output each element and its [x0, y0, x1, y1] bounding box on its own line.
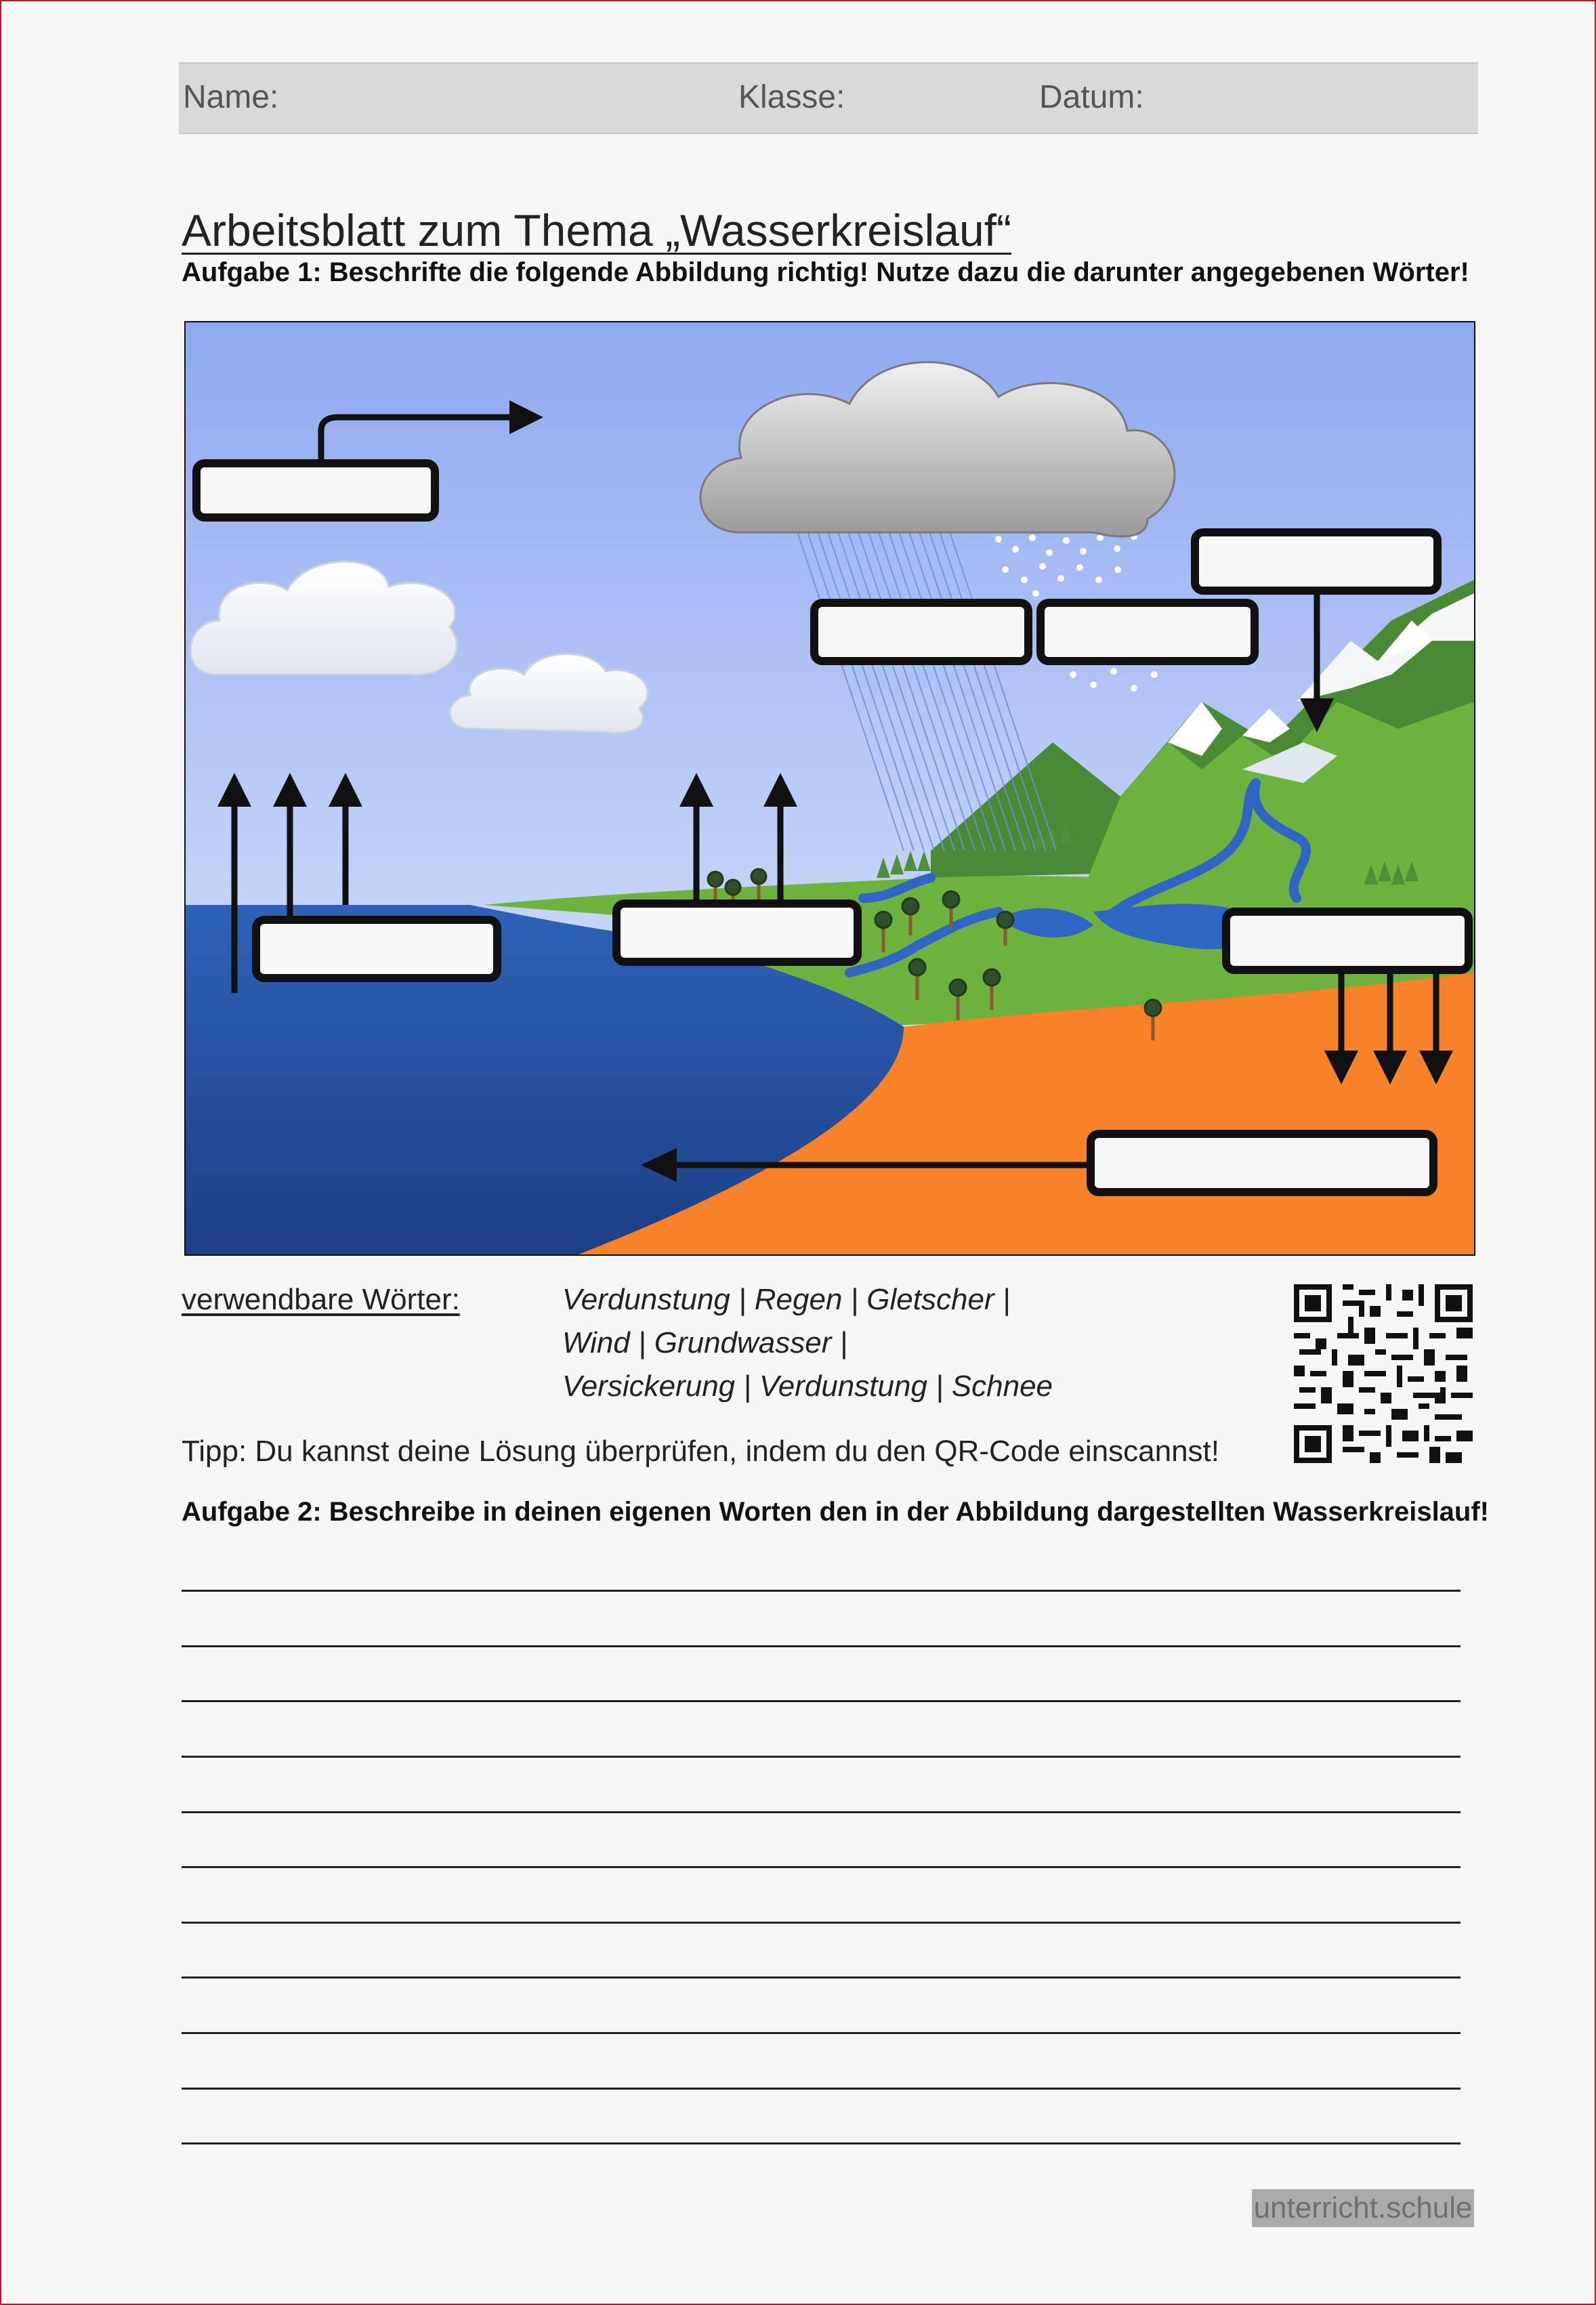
label-box-glacier	[1195, 532, 1437, 591]
label-box-evaporation-sea	[256, 920, 497, 978]
word-list-line-2: Wind | Grundwasser |	[562, 1326, 848, 1359]
label-box-snow	[1041, 603, 1255, 661]
date-label: Datum:	[1039, 79, 1144, 115]
words-label: verwendbare Wörter:	[182, 1283, 460, 1316]
answer-line[interactable]	[182, 2142, 1461, 2144]
answer-line[interactable]	[182, 1645, 1461, 1647]
class-label: Klasse:	[738, 79, 845, 115]
label-box-seepage	[1226, 912, 1469, 970]
name-label: Name:	[183, 79, 279, 115]
brand-watermark: unterricht.schule	[1252, 2189, 1474, 2227]
answer-line[interactable]	[182, 1922, 1461, 1924]
worksheet-title: Arbeitsblatt zum Thema „Wasserkreislauf“	[182, 205, 1012, 256]
header-bar	[179, 62, 1478, 134]
label-box-rain	[814, 603, 1028, 661]
water-cycle-illustration	[186, 322, 1474, 1254]
answer-line[interactable]	[182, 2032, 1461, 2034]
answer-line[interactable]	[182, 1756, 1461, 1758]
answer-line[interactable]	[182, 2088, 1461, 2090]
water-cycle-figure	[184, 321, 1475, 1256]
answer-line[interactable]	[182, 1590, 1461, 1592]
word-list-line-1: Verdunstung | Regen | Gletscher |	[562, 1283, 1011, 1316]
tip-text: Tipp: Du kannst deine Lösung überprüfen, indem du den QR-Code einscannst!	[182, 1435, 1219, 1468]
answer-line[interactable]	[182, 1866, 1461, 1868]
qr-code-graphic	[1294, 1284, 1473, 1463]
word-list-line-3: Versickerung | Verdunstung | Schnee	[562, 1370, 1053, 1403]
answer-line[interactable]	[182, 1700, 1461, 1702]
task-2-instruction: Aufgabe 2: Beschreibe in deinen eigenen Worten den in der Abbildung dargestellten Wasserkreislauf!	[182, 1497, 1489, 1527]
task-1-instruction: Aufgabe 1: Beschrifte die folgende Abbildung richtig! Nutze dazu die darunter angegebenen Wörter!	[182, 257, 1469, 287]
answer-line[interactable]	[182, 1811, 1461, 1813]
label-box-groundwater	[1091, 1134, 1433, 1192]
label-box-wind	[196, 463, 435, 517]
answer-line[interactable]	[182, 1976, 1461, 1979]
label-box-evaporation-land	[616, 904, 858, 962]
qr-code-icon[interactable]	[1294, 1284, 1473, 1463]
